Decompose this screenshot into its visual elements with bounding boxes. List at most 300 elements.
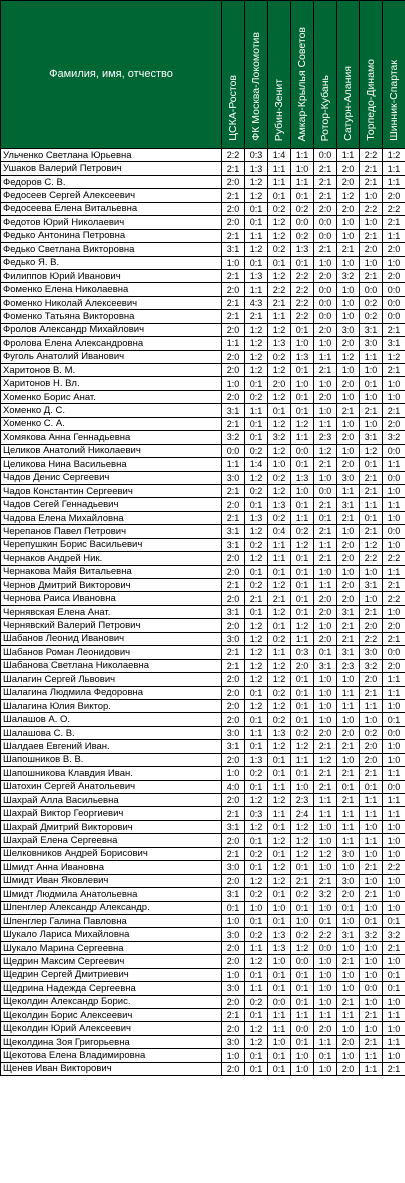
table-row xyxy=(1,659,405,672)
score-cell: 2:1 xyxy=(314,780,337,793)
score-cell: 1:0 xyxy=(383,955,405,968)
score-cell: 2:2 xyxy=(383,592,405,605)
table-row xyxy=(1,337,405,350)
participant-name: Шатохин Сергей Анатольевич xyxy=(1,780,222,793)
score-cell: 1:1 xyxy=(245,941,268,954)
participant-name: Шабанова Светлана Николаевна xyxy=(1,659,222,672)
table-row xyxy=(1,431,405,444)
score-cell: 0:1 xyxy=(268,619,291,632)
score-cell: 3:2 xyxy=(383,431,405,444)
table-row xyxy=(1,1009,405,1022)
score-cell: 2:1 xyxy=(314,552,337,565)
table-row xyxy=(1,323,405,336)
score-cell: 1:0 xyxy=(383,484,405,497)
participant-name: Чадов Денис Сергеевич xyxy=(1,471,222,484)
score-cell: 0:2 xyxy=(291,525,314,538)
score-cell: 0:1 xyxy=(245,740,268,753)
table-row xyxy=(1,216,405,229)
score-cell: 0:2 xyxy=(268,713,291,726)
score-cell: 1:0 xyxy=(337,296,360,309)
score-cell: 1:1 xyxy=(314,350,337,363)
score-cell: 0:1 xyxy=(268,847,291,860)
participant-name: Шалашова С. В. xyxy=(1,726,222,739)
table-row xyxy=(1,364,405,377)
score-cell: 1:3 xyxy=(245,162,268,175)
table-row xyxy=(1,941,405,954)
score-cell: 0:1 xyxy=(268,767,291,780)
participant-name: Целикова Нина Васильевна xyxy=(1,458,222,471)
score-cell: 2:1 xyxy=(337,794,360,807)
score-cell: 3:1 xyxy=(314,659,337,672)
name-column-header: Фамилия, имя, отчество xyxy=(1,1,222,149)
score-cell: 3:1 xyxy=(337,646,360,659)
score-cell: 1:1 xyxy=(360,807,383,820)
score-cell: 0:1 xyxy=(291,605,314,618)
score-cell: 0:1 xyxy=(245,256,268,269)
score-cell: 1:1 xyxy=(360,699,383,712)
score-cell: 2:0 xyxy=(360,740,383,753)
score-cell: 2:0 xyxy=(222,673,245,686)
score-cell: 1:1 xyxy=(360,1049,383,1062)
score-cell: 0:1 xyxy=(291,189,314,202)
score-cell: 3:0 xyxy=(360,337,383,350)
score-cell: 1:2 xyxy=(245,243,268,256)
score-cell: 0:1 xyxy=(291,390,314,403)
score-cell: 2:0 xyxy=(222,834,245,847)
score-cell: 1:3 xyxy=(268,726,291,739)
score-cell: 2:2 xyxy=(383,861,405,874)
score-cell: 2:0 xyxy=(337,1062,360,1075)
participant-name: Щедрин Максим Сергеевич xyxy=(1,955,222,968)
score-cell: 1:1 xyxy=(268,310,291,323)
score-cell: 1:0 xyxy=(360,874,383,887)
score-cell: 3:1 xyxy=(360,323,383,336)
score-cell: 1:0 xyxy=(222,256,245,269)
score-cell: 2:1 xyxy=(383,404,405,417)
table-row xyxy=(1,1035,405,1048)
score-cell: 1:0 xyxy=(314,256,337,269)
score-cell: 0:1 xyxy=(245,431,268,444)
score-cell: 2:1 xyxy=(222,162,245,175)
score-cell: 1:0 xyxy=(337,1049,360,1062)
score-cell: 1:0 xyxy=(337,256,360,269)
score-cell: 2:2 xyxy=(222,149,245,162)
score-cell: 0:0 xyxy=(314,310,337,323)
table-row xyxy=(1,780,405,793)
table-row xyxy=(1,807,405,820)
score-cell: 0:2 xyxy=(245,444,268,457)
score-cell: 3:1 xyxy=(360,579,383,592)
table-row xyxy=(1,390,405,403)
score-cell: 2:0 xyxy=(360,753,383,766)
score-cell: 1:0 xyxy=(222,914,245,927)
score-cell: 0:3 xyxy=(245,149,268,162)
match-column-header xyxy=(291,1,314,149)
score-cell: 1:0 xyxy=(268,1035,291,1048)
score-cell: 1:3 xyxy=(268,337,291,350)
score-cell: 0:2 xyxy=(291,928,314,941)
score-cell: 0:1 xyxy=(291,498,314,511)
table-row xyxy=(1,982,405,995)
score-cell: 0:0 xyxy=(360,283,383,296)
score-cell: 1:0 xyxy=(337,310,360,323)
score-cell: 1:2 xyxy=(268,269,291,282)
score-cell: 0:2 xyxy=(360,296,383,309)
table-row xyxy=(1,767,405,780)
score-cell: 1:0 xyxy=(314,968,337,981)
score-cell: 0:1 xyxy=(268,404,291,417)
score-cell: 0:2 xyxy=(245,928,268,941)
score-cell: 0:1 xyxy=(291,458,314,471)
participant-name: Шпенглер Галина Павловна xyxy=(1,914,222,927)
score-cell: 2:1 xyxy=(383,941,405,954)
score-cell: 0:1 xyxy=(291,901,314,914)
score-cell: 1:0 xyxy=(314,861,337,874)
score-cell: 2:1 xyxy=(245,310,268,323)
score-cell: 2:1 xyxy=(383,364,405,377)
score-cell: 2:2 xyxy=(383,552,405,565)
score-cell: 1:0 xyxy=(314,955,337,968)
score-cell: 1:2 xyxy=(314,847,337,860)
score-cell: 1:0 xyxy=(291,162,314,175)
score-cell: 1:4 xyxy=(245,458,268,471)
score-cell: 1:2 xyxy=(268,390,291,403)
score-cell: 1:2 xyxy=(360,444,383,457)
table-row xyxy=(1,229,405,242)
score-cell: 1:1 xyxy=(383,175,405,188)
score-cell: 0:1 xyxy=(291,552,314,565)
score-cell: 1:2 xyxy=(268,417,291,430)
score-cell: 0:1 xyxy=(291,686,314,699)
score-cell: 1:0 xyxy=(383,511,405,524)
score-cell: 2:0 xyxy=(222,619,245,632)
score-cell: 1:1 xyxy=(337,149,360,162)
score-cell: 1:2 xyxy=(268,364,291,377)
score-cell: 2:0 xyxy=(337,592,360,605)
participant-name: Целиков Анатолий Николаевич xyxy=(1,444,222,457)
match-name: Ротор-Кубань xyxy=(319,74,331,141)
table-body xyxy=(1,149,405,1076)
participant-name: Шапошников В. В. xyxy=(1,753,222,766)
participant-name: Шалагина Людмила Федоровна xyxy=(1,686,222,699)
score-cell: 1:1 xyxy=(268,162,291,175)
score-cell: 1:2 xyxy=(245,673,268,686)
score-cell: 3:0 xyxy=(337,847,360,860)
score-cell: 3:0 xyxy=(337,323,360,336)
participant-name: Чернакова Майя Витальевна xyxy=(1,565,222,578)
score-cell: 1:3 xyxy=(245,269,268,282)
table-row xyxy=(1,458,405,471)
participant-name: Фоменко Татьяна Викторовна xyxy=(1,310,222,323)
score-cell: 1:2 xyxy=(245,175,268,188)
score-cell: 2:1 xyxy=(360,471,383,484)
score-cell: 2:1 xyxy=(360,1035,383,1048)
score-cell: 3:0 xyxy=(222,928,245,941)
score-cell: 1:0 xyxy=(337,565,360,578)
score-cell: 0:0 xyxy=(222,444,245,457)
score-cell: 0:4 xyxy=(268,525,291,538)
score-cell: 0:1 xyxy=(245,216,268,229)
participant-name: Щекотова Елена Владимировна xyxy=(1,1049,222,1062)
table-row xyxy=(1,552,405,565)
score-cell: 0:1 xyxy=(222,901,245,914)
score-cell: 1:0 xyxy=(314,982,337,995)
score-cell: 0:1 xyxy=(291,968,314,981)
score-cell: 1:2 xyxy=(268,699,291,712)
score-cell: 0:1 xyxy=(268,753,291,766)
score-cell: 0:0 xyxy=(314,941,337,954)
score-cell: 0:2 xyxy=(268,471,291,484)
participant-name: Шукало Лариса Михайловна xyxy=(1,928,222,941)
table-row xyxy=(1,713,405,726)
score-cell: 3:1 xyxy=(337,928,360,941)
score-cell: 1:1 xyxy=(245,229,268,242)
score-cell: 1:1 xyxy=(383,686,405,699)
score-cell: 0:1 xyxy=(360,377,383,390)
score-cell: 1:0 xyxy=(383,847,405,860)
score-cell: 2:1 xyxy=(314,767,337,780)
score-cell: 3:1 xyxy=(337,605,360,618)
score-cell: 1:0 xyxy=(314,1062,337,1075)
score-cell: 0:1 xyxy=(314,646,337,659)
score-cell: 2:1 xyxy=(337,740,360,753)
participant-name: Хоменко Борис Анат. xyxy=(1,390,222,403)
score-cell: 1:0 xyxy=(268,901,291,914)
score-cell: 0:1 xyxy=(291,673,314,686)
score-cell: 1:2 xyxy=(291,847,314,860)
score-cell: 2:1 xyxy=(222,229,245,242)
score-cell: 1:1 xyxy=(360,498,383,511)
score-cell: 0:1 xyxy=(314,1049,337,1062)
score-cell: 2:1 xyxy=(383,216,405,229)
score-cell: 0:1 xyxy=(291,861,314,874)
participant-name: Шелковников Андрей Борисович xyxy=(1,847,222,860)
participant-name: Шпенглер Александр Александр. xyxy=(1,901,222,914)
score-cell: 1:0 xyxy=(360,995,383,1008)
score-cell: 1:1 xyxy=(383,498,405,511)
score-cell: 2:0 xyxy=(291,659,314,672)
score-cell: 1:0 xyxy=(314,686,337,699)
score-cell: 2:0 xyxy=(222,175,245,188)
score-cell: 1:1 xyxy=(383,807,405,820)
participant-name: Шалашов А. О. xyxy=(1,713,222,726)
score-cell: 1:1 xyxy=(268,175,291,188)
score-cell: 2:1 xyxy=(360,605,383,618)
score-cell: 2:1 xyxy=(360,888,383,901)
score-cell: 0:1 xyxy=(245,834,268,847)
score-cell: 1:1 xyxy=(360,794,383,807)
score-cell: 0:2 xyxy=(291,888,314,901)
participant-name: Фоменко Елена Николаевна xyxy=(1,283,222,296)
score-cell: 1:0 xyxy=(314,337,337,350)
score-cell: 1:0 xyxy=(383,256,405,269)
score-cell: 1:2 xyxy=(245,874,268,887)
score-cell: 1:1 xyxy=(383,162,405,175)
score-cell: 0:1 xyxy=(291,565,314,578)
score-cell: 2:0 xyxy=(222,350,245,363)
table-row xyxy=(1,605,405,618)
score-cell: 0:1 xyxy=(291,404,314,417)
score-cell: 0:0 xyxy=(383,646,405,659)
score-cell: 2:0 xyxy=(222,686,245,699)
score-cell: 3:2 xyxy=(360,928,383,941)
score-cell: 1:0 xyxy=(383,888,405,901)
participant-name: Шмидт Анна Ивановна xyxy=(1,861,222,874)
score-cell: 0:0 xyxy=(383,726,405,739)
score-cell: 2:1 xyxy=(360,484,383,497)
score-cell: 2:0 xyxy=(222,202,245,215)
score-cell: 2:1 xyxy=(314,189,337,202)
score-cell: 0:0 xyxy=(268,995,291,1008)
score-cell: 2:1 xyxy=(360,686,383,699)
score-cell: 2:0 xyxy=(222,216,245,229)
score-cell: 1:2 xyxy=(268,673,291,686)
score-cell: 2:0 xyxy=(314,390,337,403)
score-cell: 1:0 xyxy=(360,390,383,403)
score-cell: 1:0 xyxy=(337,1022,360,1035)
score-cell: 1:0 xyxy=(360,256,383,269)
table-row xyxy=(1,686,405,699)
score-cell: 1:0 xyxy=(383,1022,405,1035)
score-cell: 2:0 xyxy=(268,377,291,390)
score-cell: 1:0 xyxy=(291,377,314,390)
score-cell: 0:1 xyxy=(291,982,314,995)
score-cell: 1:0 xyxy=(222,377,245,390)
score-cell: 0:3 xyxy=(245,807,268,820)
table-row xyxy=(1,256,405,269)
score-cell: 1:2 xyxy=(268,794,291,807)
score-cell: 3:1 xyxy=(222,404,245,417)
score-cell: 1:0 xyxy=(360,955,383,968)
score-cell: 3:1 xyxy=(222,605,245,618)
participant-name: Чернявская Елена Анат. xyxy=(1,605,222,618)
score-cell: 2:1 xyxy=(360,162,383,175)
score-cell: 1:3 xyxy=(268,498,291,511)
score-cell: 0:1 xyxy=(245,498,268,511)
score-cell: 3:0 xyxy=(337,874,360,887)
table-row xyxy=(1,579,405,592)
score-cell: 1:0 xyxy=(383,538,405,551)
score-cell: 2:1 xyxy=(222,847,245,860)
score-cell: 0:1 xyxy=(291,364,314,377)
score-cell: 1:0 xyxy=(268,458,291,471)
score-cell: 0:0 xyxy=(291,955,314,968)
score-cell: 1:0 xyxy=(360,1022,383,1035)
score-cell: 2:0 xyxy=(314,632,337,645)
score-cell: 1:1 xyxy=(291,431,314,444)
participant-name: Щеколдин Юрий Алексеевич xyxy=(1,1022,222,1035)
score-cell: 0:0 xyxy=(383,310,405,323)
score-cell: 1:2 xyxy=(245,189,268,202)
score-cell: 1:0 xyxy=(337,968,360,981)
score-cell: 1:0 xyxy=(314,377,337,390)
score-cell: 1:1 xyxy=(222,337,245,350)
score-cell: 2:0 xyxy=(360,673,383,686)
participant-name: Щенев Иван Викторович xyxy=(1,1062,222,1075)
score-cell: 1:0 xyxy=(268,955,291,968)
score-cell: 0:1 xyxy=(245,1009,268,1022)
participant-name: Филиппов Юрий Иванович xyxy=(1,269,222,282)
score-cell: 1:2 xyxy=(245,659,268,672)
score-cell: 2:2 xyxy=(291,283,314,296)
score-cell: 1:1 xyxy=(337,1009,360,1022)
score-cell: 2:1 xyxy=(360,1009,383,1022)
score-cell: 2:1 xyxy=(314,740,337,753)
participant-name: Шахрай Елена Сергеевна xyxy=(1,834,222,847)
score-cell: 1:2 xyxy=(291,740,314,753)
score-cell: 2:2 xyxy=(360,149,383,162)
table-row xyxy=(1,417,405,430)
table-row xyxy=(1,310,405,323)
score-cell: 3:0 xyxy=(337,471,360,484)
score-cell: 3:0 xyxy=(222,861,245,874)
score-cell: 2:0 xyxy=(314,726,337,739)
score-cell: 1:1 xyxy=(291,149,314,162)
table-row xyxy=(1,888,405,901)
score-cell: 1:2 xyxy=(245,525,268,538)
score-cell: 1:0 xyxy=(360,417,383,430)
score-cell: 0:1 xyxy=(268,256,291,269)
participant-name: Шукало Марина Сергеевна xyxy=(1,941,222,954)
score-cell: 1:1 xyxy=(268,807,291,820)
participant-name: Фоменко Николай Алексеевич xyxy=(1,296,222,309)
score-cell: 1:0 xyxy=(314,834,337,847)
table-row xyxy=(1,874,405,887)
score-cell: 0:1 xyxy=(245,914,268,927)
score-cell: 1:0 xyxy=(314,995,337,1008)
score-cell: 2:0 xyxy=(337,1035,360,1048)
score-cell: 1:0 xyxy=(222,1049,245,1062)
score-cell: 1:1 xyxy=(268,1009,291,1022)
score-cell: 0:0 xyxy=(314,229,337,242)
table-row xyxy=(1,646,405,659)
score-cell: 2:2 xyxy=(291,310,314,323)
score-cell: 0:2 xyxy=(360,310,383,323)
table-row xyxy=(1,525,405,538)
score-cell: 0:1 xyxy=(245,605,268,618)
score-cell: 0:2 xyxy=(268,511,291,524)
score-cell: 0:0 xyxy=(383,780,405,793)
participant-name: Шмидт Людмила Анатольевна xyxy=(1,888,222,901)
score-cell: 1:2 xyxy=(245,820,268,833)
score-cell: 1:1 xyxy=(222,458,245,471)
score-cell: 1:2 xyxy=(337,189,360,202)
match-column-header xyxy=(245,1,268,149)
participant-name: Федько Светлана Викторовна xyxy=(1,243,222,256)
score-cell: 1:0 xyxy=(337,216,360,229)
score-cell: 0:0 xyxy=(383,283,405,296)
table-row xyxy=(1,753,405,766)
score-cell: 2:1 xyxy=(383,579,405,592)
score-cell: 1:2 xyxy=(291,834,314,847)
score-cell: 2:0 xyxy=(337,888,360,901)
score-cell: 1:1 xyxy=(383,767,405,780)
score-cell: 0:1 xyxy=(383,914,405,927)
score-cell: 0:1 xyxy=(245,861,268,874)
score-cell: 1:0 xyxy=(383,820,405,833)
table-row xyxy=(1,283,405,296)
score-cell: 1:0 xyxy=(360,847,383,860)
score-cell: 1:2 xyxy=(268,834,291,847)
score-cell: 2:1 xyxy=(360,525,383,538)
match-name: Сатурн-Алания xyxy=(342,66,354,141)
score-cell: 2:1 xyxy=(222,1009,245,1022)
score-cell: 2:0 xyxy=(222,323,245,336)
table-row xyxy=(1,699,405,712)
participant-name: Щедрина Надежда Сергеевна xyxy=(1,982,222,995)
score-cell: 3:2 xyxy=(337,269,360,282)
score-cell: 3:1 xyxy=(337,498,360,511)
